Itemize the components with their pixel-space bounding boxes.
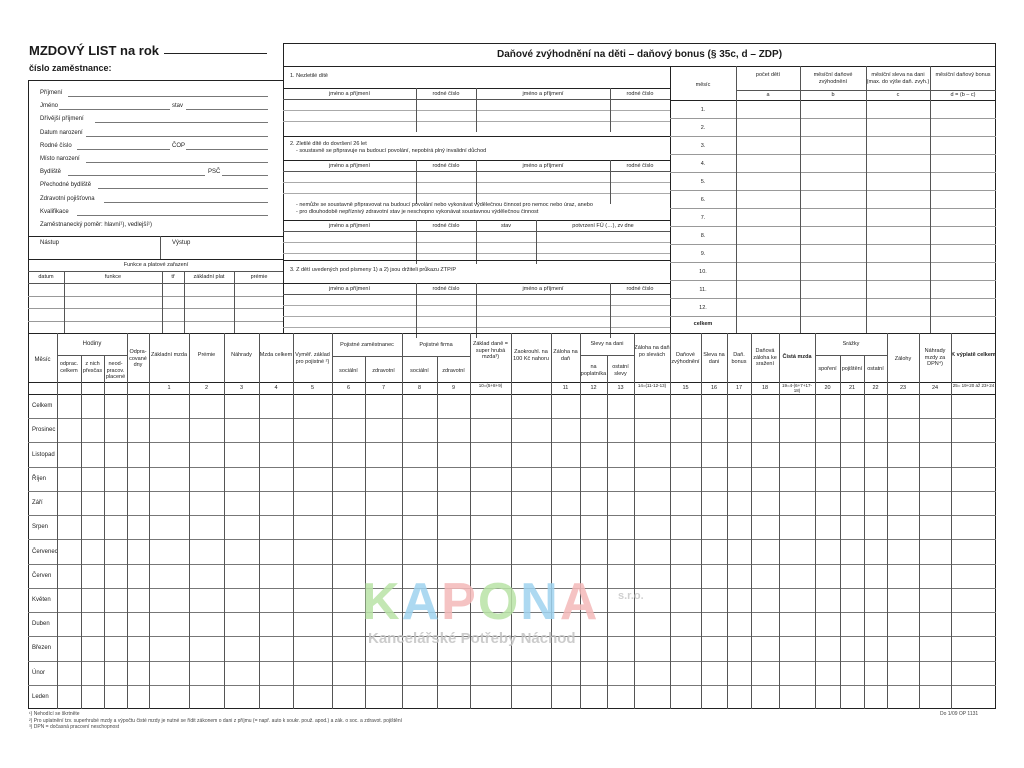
funkce-col-header: datum bbox=[38, 274, 54, 280]
rule bbox=[476, 283, 477, 338]
tax-col-header: jméno a příjmení bbox=[329, 223, 370, 229]
rule bbox=[28, 382, 996, 383]
funkce-row[interactable] bbox=[28, 296, 284, 297]
column-number: 25= 19+20 až 23+24 bbox=[952, 383, 995, 388]
rule bbox=[727, 333, 728, 709]
column-number: 7 bbox=[381, 385, 386, 391]
watermark-letter: O bbox=[477, 573, 521, 631]
personal-field-label: Zaměstnanecký poměr: hlavní¹), vedlejší¹) bbox=[40, 222, 153, 228]
main-col-header: Základní mzda bbox=[150, 352, 188, 358]
rule bbox=[104, 355, 105, 709]
rule bbox=[28, 394, 996, 395]
cista-mzda-header: Čistá mzda bbox=[782, 354, 812, 360]
tax-right-letter: a bbox=[766, 92, 770, 98]
watermark-suffix: s.r.o. bbox=[618, 590, 644, 602]
rule bbox=[332, 333, 333, 709]
month-label: Únor bbox=[32, 669, 46, 676]
col-mesic-header: Měsíc bbox=[34, 357, 51, 363]
month-label: Srpen bbox=[32, 524, 49, 531]
month-number: 6. bbox=[700, 197, 706, 203]
month-label: Červenec bbox=[32, 548, 58, 555]
watermark-letter: A bbox=[401, 573, 442, 631]
tax-col-header: stav bbox=[500, 223, 512, 229]
month-label: Prosinec bbox=[32, 427, 56, 434]
rule bbox=[293, 333, 294, 709]
month-label: Duben bbox=[32, 621, 50, 628]
rule bbox=[184, 271, 185, 334]
year-field[interactable] bbox=[164, 53, 267, 54]
rule bbox=[64, 271, 65, 334]
column-number: 2 bbox=[204, 385, 209, 391]
rule bbox=[365, 356, 366, 709]
month-row[interactable] bbox=[670, 172, 996, 173]
tax-col-header: rodné číslo bbox=[432, 91, 460, 97]
month-label: Červen bbox=[32, 572, 52, 579]
rule bbox=[416, 283, 417, 338]
footnote: ³) DPN = dočasná pracovní neschopnost bbox=[29, 724, 120, 730]
month-row[interactable] bbox=[28, 491, 996, 492]
rule bbox=[536, 220, 537, 264]
month-row[interactable] bbox=[28, 515, 996, 516]
rule bbox=[81, 355, 82, 709]
column-number: 10=(5+8+9) bbox=[478, 383, 503, 388]
month-number: 7. bbox=[700, 215, 706, 221]
rule bbox=[779, 333, 780, 709]
srazky-header: Srážky bbox=[842, 341, 860, 347]
rule bbox=[416, 220, 417, 264]
main-col-header: Vyměř. základ pro pojistné ²) bbox=[295, 352, 330, 365]
tax-col-header: rodné číslo bbox=[432, 223, 460, 229]
month-row[interactable] bbox=[28, 442, 996, 443]
slevy-sub-header: na poplatníka bbox=[580, 364, 607, 377]
slevy-sub-header: ostatní slevy bbox=[612, 364, 629, 377]
rule bbox=[551, 333, 552, 709]
tax-col-header: jméno a příjmení bbox=[329, 91, 370, 97]
employee-number-label: číslo zaměstnance: bbox=[29, 63, 112, 73]
zalohy-header: Zálohy bbox=[894, 356, 912, 362]
column-number: 8 bbox=[417, 385, 422, 391]
rule bbox=[57, 355, 127, 356]
column-number: 9 bbox=[451, 385, 456, 391]
rule bbox=[332, 356, 470, 357]
hodiny-sub-header: odprac. celkem bbox=[59, 361, 79, 374]
rule bbox=[736, 66, 737, 334]
zaloha-po-header: Záloha na daň po slevách bbox=[634, 345, 670, 358]
field-line[interactable] bbox=[86, 136, 268, 137]
watermark-tagline: Kancelářské Potřeby Náchod bbox=[368, 630, 576, 647]
funkce-col-header: prémie bbox=[250, 274, 268, 280]
sleva-na-dani-header: Sleva na dani bbox=[703, 352, 725, 365]
rule bbox=[864, 355, 865, 709]
section-2a-label: - soustavně se připravuje na budoucí povolání, nepobírá plný invalidní důchod bbox=[296, 148, 487, 154]
column-number: 12 bbox=[590, 385, 597, 391]
tax-title: Daňové zvýhodnění na děti – daňový bonus (§ 35c, d – ZDP) bbox=[496, 49, 783, 60]
tax-col-header: rodné číslo bbox=[432, 163, 460, 169]
month-number: 9. bbox=[700, 251, 706, 257]
month-row[interactable] bbox=[670, 280, 996, 281]
field-line[interactable] bbox=[98, 188, 268, 189]
rule bbox=[224, 333, 225, 709]
rule bbox=[610, 283, 611, 338]
rule bbox=[149, 333, 150, 709]
rule bbox=[610, 160, 611, 204]
rule bbox=[189, 333, 190, 709]
column-number: 17 bbox=[735, 385, 743, 391]
funkce-col-header: funkce bbox=[104, 274, 122, 280]
month-number: 8. bbox=[700, 233, 706, 239]
tax-right-col-header: počet dětí bbox=[755, 72, 781, 78]
rule bbox=[815, 355, 887, 356]
month-label: Září bbox=[32, 500, 43, 507]
column-number: 22 bbox=[872, 385, 879, 391]
rule bbox=[470, 333, 471, 709]
form-code: Do 1/09 OP 1131 bbox=[940, 711, 979, 717]
zaloha-header: Záloha na daň bbox=[553, 349, 578, 362]
watermark-letter: N bbox=[520, 573, 560, 631]
rule bbox=[476, 160, 477, 204]
column-number: 16 bbox=[710, 385, 718, 391]
pojistne-firma-header: Pojistné firma bbox=[419, 342, 453, 348]
column-number: 11 bbox=[562, 385, 569, 391]
tax-col-header: rodné číslo bbox=[432, 286, 460, 292]
psc-label: PSČ bbox=[208, 169, 221, 176]
funkce-title: Funkce a platové zařazení bbox=[123, 262, 189, 268]
funkce-col-header: základní plat bbox=[193, 274, 225, 280]
hodiny-sub-header: neod-pracov. placené bbox=[105, 361, 126, 380]
rule bbox=[701, 333, 702, 709]
tax-right-col-header: měsíční sleva na dani (max. do výše daň. zvyh.) bbox=[866, 72, 930, 85]
month-label: Říjen bbox=[32, 475, 47, 482]
tax-col-header: rodné číslo bbox=[626, 286, 654, 292]
dan-bonus-header: Daň. bonus bbox=[731, 352, 747, 365]
slevy-header: Slevy na dani bbox=[590, 341, 624, 347]
danove-zvyh-header: Daňové zvýhodnění bbox=[671, 352, 700, 365]
rule bbox=[234, 271, 235, 334]
funkce-row[interactable] bbox=[28, 321, 284, 322]
zdr-header: zdravotní bbox=[442, 368, 465, 374]
month-row[interactable] bbox=[670, 136, 996, 137]
personal-field-label: Kvalifikace bbox=[40, 208, 69, 215]
srazky-sub-header: ostatní bbox=[867, 366, 884, 372]
month-row[interactable] bbox=[670, 226, 996, 227]
month-row[interactable] bbox=[28, 418, 996, 419]
soc-header: sociální bbox=[410, 368, 429, 374]
rule bbox=[634, 333, 635, 709]
soc-header: sociální bbox=[339, 368, 358, 374]
month-number: 5. bbox=[700, 179, 706, 185]
footnote: ²) Pro uplatnění tzv. superhrubé mzdy a výpočtu čisté mzdy je nutné se řídit zákonem o dani z příjmu (= např. auto k soukr. použ. apod.) a zák. o soc. a zdravot. pojištění bbox=[29, 717, 403, 724]
column-number: 19=4-(6+7+17-18) bbox=[782, 383, 812, 393]
hodiny-sub-header: z nich přesčas bbox=[82, 361, 103, 374]
section-1-label: 1. Nezletilé dítě bbox=[290, 73, 328, 79]
rule bbox=[476, 88, 477, 132]
tax-col-header: jméno a příjmení bbox=[329, 163, 370, 169]
field-line[interactable] bbox=[68, 175, 205, 176]
watermark-letter: P bbox=[441, 573, 478, 631]
rule bbox=[887, 333, 888, 709]
month-label: Květen bbox=[32, 596, 51, 603]
section-2-label: 2. Zletilé dítě do dovršení 26 let bbox=[290, 141, 367, 147]
column-number: 13 bbox=[617, 385, 624, 391]
rule bbox=[607, 355, 608, 709]
field-line[interactable] bbox=[77, 215, 268, 216]
pojistne-zam-header: Pojistné zaměstnanec bbox=[340, 342, 394, 348]
rule bbox=[670, 333, 671, 709]
personal-field-label: Rodné číslo bbox=[40, 142, 72, 149]
personal-field-label: Přechodné bydliště bbox=[40, 182, 92, 189]
rule bbox=[57, 333, 58, 709]
rule bbox=[416, 160, 417, 204]
field-line[interactable] bbox=[59, 109, 170, 110]
column-number: 20 bbox=[824, 385, 831, 391]
field-line[interactable] bbox=[95, 122, 268, 123]
field-line[interactable] bbox=[222, 175, 268, 176]
tax-col-header: rodné číslo bbox=[626, 163, 654, 169]
rule bbox=[840, 355, 841, 709]
month-row[interactable] bbox=[670, 244, 996, 245]
field-line[interactable] bbox=[104, 202, 268, 203]
rule bbox=[476, 220, 477, 264]
tax-right-col-header: měsíční daňové zvýhodnění bbox=[813, 72, 853, 85]
srazky-sub-header: spoření bbox=[818, 366, 837, 372]
month-number: 12. bbox=[699, 305, 707, 311]
field-line[interactable] bbox=[77, 149, 170, 150]
watermark-letter: K bbox=[362, 573, 402, 631]
main-col-header: Prémie bbox=[197, 352, 216, 358]
tax-right-col-header: měsíční daňový bonus bbox=[935, 72, 991, 78]
rule bbox=[951, 333, 952, 709]
field-line[interactable] bbox=[186, 109, 268, 110]
main-col-header: Mzda celkem bbox=[259, 352, 293, 358]
funkce-row[interactable] bbox=[28, 308, 284, 309]
vystup-label: Výstup bbox=[172, 240, 191, 246]
column-number: 3 bbox=[239, 385, 244, 391]
section-2c-label: - pro dlouhodobě nepříznivý zdravotní stav je neschopno vykonávat soustavnou výdělečnou činnost bbox=[296, 209, 539, 215]
column-number: 1 bbox=[167, 385, 171, 391]
funkce-col-header: tř bbox=[171, 274, 175, 280]
column-number: 4 bbox=[274, 385, 278, 391]
nahrady-dpn-header: Náhrady mzdy za DPN⁴) bbox=[924, 348, 946, 367]
total-label: celkem bbox=[693, 321, 713, 327]
month-row[interactable] bbox=[670, 298, 996, 299]
personal-field-label: Jméno bbox=[40, 103, 59, 110]
rule bbox=[866, 66, 867, 334]
section-2b-label: - nemůže se soustavně připravovat na budoucí povolání nebo vykonávat výdělečnou činnost pro nemoc nebo úraz, anebo bbox=[296, 202, 593, 208]
month-row[interactable] bbox=[28, 661, 996, 662]
section-3-label: 3. Z dětí uvedených pod písmeny 1) a 2) jsou držiteli průkazu ZTP/P bbox=[290, 267, 456, 273]
rule bbox=[670, 100, 996, 101]
odprac-dny-header: Odpra-cované dny bbox=[129, 349, 147, 368]
tax-right-letter: b bbox=[831, 92, 835, 98]
main-col-header: Náhrady bbox=[231, 352, 252, 358]
cop-label: ČOP bbox=[172, 142, 186, 149]
personal-field-label: Datum narození bbox=[40, 129, 83, 136]
rule bbox=[511, 333, 512, 709]
field-line[interactable] bbox=[186, 149, 268, 150]
month-row[interactable] bbox=[28, 685, 996, 686]
zaokrouhl-header: Zaokrouhl. na 100 Kč nahoru bbox=[513, 349, 549, 362]
watermark bbox=[362, 572, 682, 652]
month-row[interactable] bbox=[670, 262, 996, 263]
personal-field-label: Místo narození bbox=[40, 156, 80, 162]
month-row[interactable] bbox=[670, 208, 996, 209]
column-number: 14=(11-12-13) bbox=[637, 383, 667, 388]
rule bbox=[402, 333, 403, 709]
column-number: 5 bbox=[310, 385, 315, 391]
rule bbox=[283, 260, 670, 261]
watermark-brand bbox=[362, 572, 599, 632]
col-mesic: měsíc bbox=[695, 82, 711, 88]
month-label: Celkem bbox=[32, 403, 53, 410]
tax-col-header: jméno a příjmení bbox=[522, 91, 564, 97]
month-number: 10. bbox=[699, 269, 707, 275]
rule bbox=[127, 333, 128, 709]
k-vyplate-header: K výplatě celkem bbox=[951, 352, 996, 358]
zaklad-dane-header: Základ daně = super hrubá mzda³) bbox=[472, 341, 508, 360]
watermark-letter: A bbox=[559, 573, 600, 631]
month-row[interactable] bbox=[28, 467, 996, 468]
tax-col-header: jméno a příjmení bbox=[522, 163, 564, 169]
month-row[interactable] bbox=[670, 190, 996, 191]
tax-col-header: jméno a příjmení bbox=[522, 286, 564, 292]
tax-right-letter: c bbox=[896, 92, 900, 98]
stav-label: stav bbox=[172, 103, 184, 110]
month-number: 3. bbox=[700, 143, 706, 149]
page-title: MZDOVÝ LIST na rok bbox=[29, 43, 160, 58]
personal-field-label: Bydliště bbox=[40, 169, 62, 176]
rule bbox=[930, 66, 931, 334]
month-label: Leden bbox=[32, 693, 49, 700]
personal-field-label: Příjmení bbox=[40, 90, 63, 96]
field-line[interactable] bbox=[86, 162, 268, 163]
rule bbox=[259, 333, 260, 709]
tax-col-header: jméno a příjmení bbox=[329, 286, 370, 292]
zdr-header: zdravotní bbox=[372, 368, 395, 374]
column-number: 24 bbox=[931, 385, 939, 391]
rule bbox=[416, 88, 417, 132]
field-line[interactable] bbox=[68, 96, 268, 97]
nastup-label: Nástup bbox=[40, 240, 60, 246]
rule bbox=[610, 88, 611, 132]
column-number: 23 bbox=[899, 385, 907, 391]
month-row[interactable] bbox=[28, 564, 996, 565]
column-number: 6 bbox=[346, 385, 351, 391]
rule bbox=[437, 356, 438, 709]
rule bbox=[800, 66, 801, 334]
hodiny-header: Hodiny bbox=[82, 341, 102, 347]
rule bbox=[815, 333, 816, 709]
month-row[interactable] bbox=[670, 118, 996, 119]
personal-field-label: Zdravotní pojišťovna bbox=[40, 195, 95, 202]
month-label: Listopad bbox=[32, 451, 55, 458]
month-number: 1. bbox=[700, 107, 706, 113]
month-row[interactable] bbox=[670, 316, 996, 317]
month-label: Březen bbox=[32, 645, 52, 652]
rule bbox=[283, 136, 670, 137]
rule bbox=[751, 333, 752, 709]
rule bbox=[162, 271, 163, 334]
month-row[interactable] bbox=[28, 539, 996, 540]
footnote: ¹) Nehodící se škrtněte bbox=[29, 711, 80, 717]
month-row[interactable] bbox=[670, 154, 996, 155]
srazky-sub-header: pojištění bbox=[841, 366, 863, 372]
column-number: 18 bbox=[761, 385, 769, 391]
tax-right-letter: d = (b – c) bbox=[950, 92, 976, 98]
rule bbox=[28, 283, 284, 284]
column-number: 21 bbox=[848, 385, 856, 391]
month-number: 11. bbox=[699, 287, 707, 293]
tax-col-header: rodné číslo bbox=[626, 91, 654, 97]
personal-field-label: Dřívější příjmení bbox=[40, 116, 84, 123]
danova-zaloha-header: Daňová záloha ke sražení bbox=[753, 348, 777, 367]
tax-col-header: potvrzení FÚ (…), zv dne bbox=[572, 223, 634, 229]
month-number: 2. bbox=[700, 125, 706, 131]
rule bbox=[919, 333, 920, 709]
rule bbox=[580, 333, 581, 709]
month-number: 4. bbox=[700, 161, 706, 167]
column-number: 15 bbox=[682, 385, 689, 391]
